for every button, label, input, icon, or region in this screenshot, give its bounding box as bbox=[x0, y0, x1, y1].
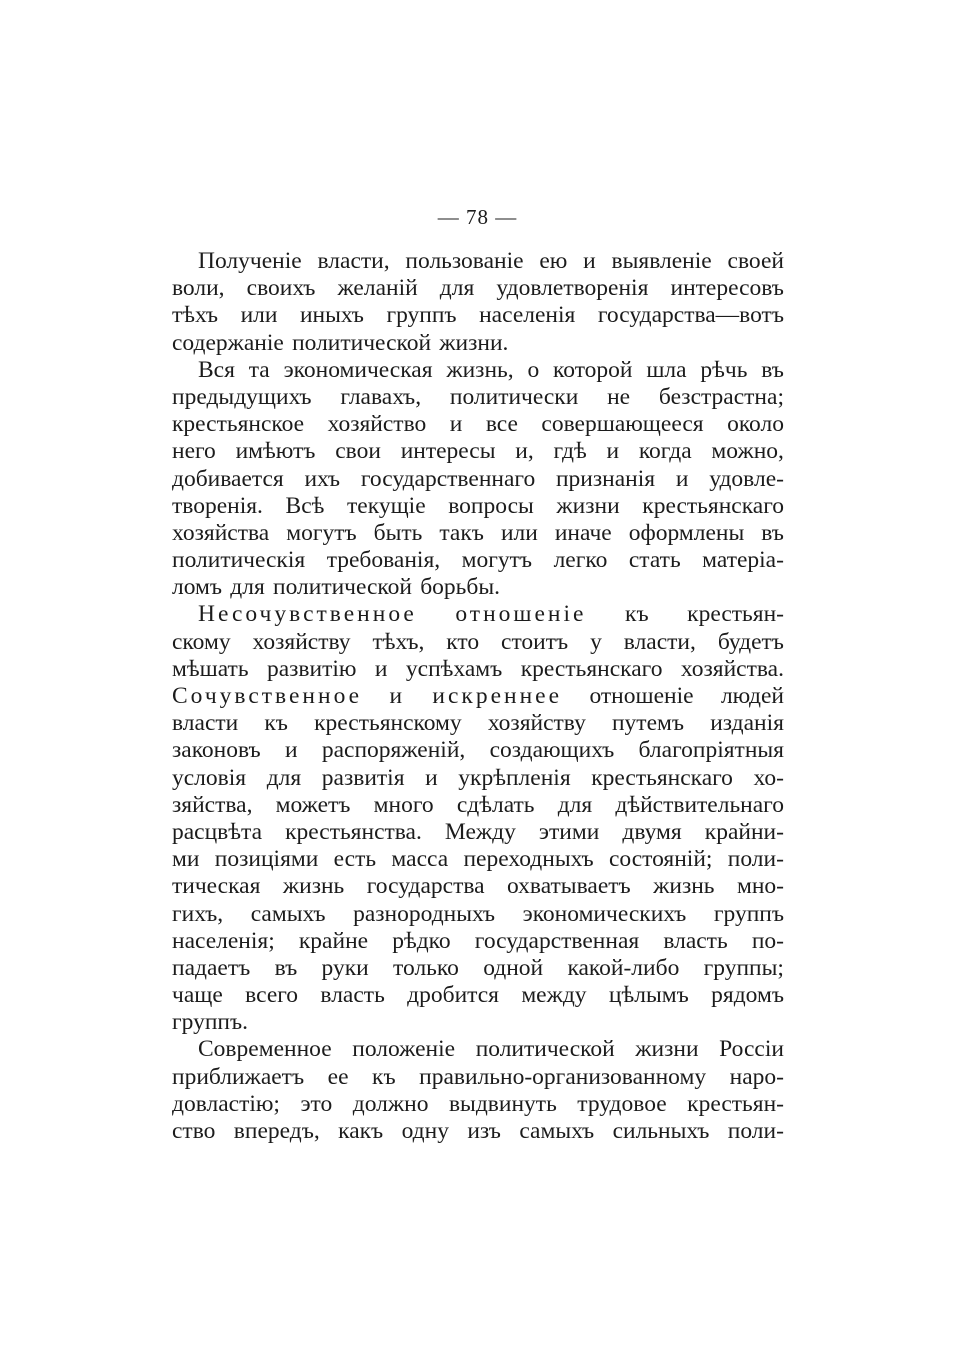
word: удовле- bbox=[709, 465, 784, 492]
word: крестьянскаго bbox=[642, 492, 784, 519]
word: такъ bbox=[439, 519, 484, 546]
word: своихъ bbox=[246, 275, 316, 302]
word: скому bbox=[172, 628, 231, 655]
text-line bbox=[172, 574, 784, 601]
word: тическая bbox=[172, 873, 261, 900]
word: мно- bbox=[736, 873, 784, 900]
word: жизни bbox=[635, 1036, 699, 1063]
text-line bbox=[172, 357, 784, 384]
word: государственнаго bbox=[360, 465, 536, 492]
word: Современное bbox=[198, 1036, 332, 1063]
text-line bbox=[172, 683, 784, 710]
word: наро- bbox=[729, 1063, 784, 1090]
word: политически bbox=[449, 383, 579, 410]
word: жизнь bbox=[282, 873, 345, 900]
text-line bbox=[172, 656, 784, 683]
word: поли- bbox=[727, 846, 784, 873]
word: власти, bbox=[623, 628, 696, 655]
word: въ bbox=[761, 519, 784, 546]
word: матеріа- bbox=[702, 547, 784, 574]
word: удовлетворенія bbox=[496, 275, 649, 302]
word: него bbox=[172, 438, 216, 465]
word: стоитъ bbox=[501, 628, 569, 655]
word: можно, bbox=[711, 438, 784, 465]
text-line bbox=[172, 982, 784, 1009]
word: населенія bbox=[479, 302, 576, 329]
word: ею bbox=[539, 248, 568, 274]
word: главахъ, bbox=[340, 383, 422, 410]
word: ми bbox=[172, 846, 200, 873]
word: руки bbox=[321, 954, 369, 981]
word: хозяйству bbox=[487, 710, 586, 737]
word: добивается bbox=[172, 465, 284, 492]
word: для bbox=[266, 764, 302, 791]
word: мѣшать bbox=[172, 655, 249, 682]
word: которой bbox=[553, 356, 633, 383]
text-line bbox=[172, 248, 784, 275]
word: гдѣ bbox=[553, 438, 587, 465]
word: жизнь bbox=[653, 873, 715, 900]
word: гихъ, bbox=[172, 900, 224, 927]
word: могутъ bbox=[461, 547, 533, 574]
word: къ bbox=[625, 601, 649, 628]
text-line bbox=[172, 330, 784, 357]
word: тѣхъ bbox=[172, 302, 219, 329]
word: вопросы bbox=[448, 492, 534, 519]
word: для bbox=[557, 791, 593, 818]
word: крестьянскому bbox=[314, 710, 462, 737]
word: отношеніе bbox=[455, 601, 587, 628]
text-line bbox=[172, 302, 784, 329]
word: или bbox=[240, 302, 278, 329]
word: признанія bbox=[555, 465, 656, 492]
word: когда bbox=[638, 438, 692, 465]
word: позиціями bbox=[214, 846, 319, 873]
word: развитію bbox=[266, 655, 357, 682]
word: кто bbox=[446, 628, 480, 655]
word: та bbox=[248, 356, 270, 383]
word: создающихъ bbox=[489, 737, 615, 764]
word: всего bbox=[245, 982, 299, 1009]
word: выявленіе bbox=[611, 248, 712, 274]
paragraph-4 bbox=[172, 1036, 784, 1145]
word: переходныхъ bbox=[463, 846, 594, 873]
word: какъ bbox=[338, 1118, 384, 1144]
word: тѣхъ, bbox=[372, 628, 425, 655]
word: будетъ bbox=[717, 628, 784, 655]
text-line bbox=[172, 411, 784, 438]
word: изъ bbox=[467, 1118, 501, 1144]
word: иныхъ bbox=[299, 302, 364, 329]
word: хозяйства. bbox=[680, 655, 784, 682]
word: условія bbox=[172, 764, 247, 791]
text-line bbox=[172, 792, 784, 819]
word: жизни. bbox=[439, 329, 509, 356]
word: борьбы. bbox=[420, 574, 500, 601]
word: между bbox=[521, 982, 587, 1009]
word: двумя bbox=[622, 818, 682, 845]
word: много bbox=[373, 791, 434, 818]
word: или bbox=[500, 519, 538, 546]
word: имѣютъ bbox=[235, 438, 316, 465]
word: стать bbox=[628, 547, 681, 574]
word: у bbox=[590, 628, 602, 655]
word: этими bbox=[538, 818, 600, 845]
word: политической bbox=[292, 329, 432, 356]
word: о bbox=[527, 356, 540, 383]
word: пользованіе bbox=[405, 248, 524, 274]
word: рядомъ bbox=[711, 982, 784, 1009]
body-text bbox=[172, 248, 784, 1145]
word: развитія bbox=[321, 764, 405, 791]
word: довластію; bbox=[172, 1090, 280, 1117]
word: власть bbox=[663, 927, 728, 954]
paragraph-1 bbox=[172, 248, 784, 357]
word: для bbox=[230, 574, 265, 601]
text-line bbox=[172, 601, 784, 628]
word: выдвинуть bbox=[448, 1090, 557, 1117]
word: все bbox=[485, 411, 518, 438]
word: путемъ bbox=[611, 710, 685, 737]
word: и bbox=[606, 438, 620, 465]
word: впередъ, bbox=[233, 1118, 320, 1144]
word: воли, bbox=[172, 275, 225, 302]
text-line bbox=[172, 629, 784, 656]
word: ихъ bbox=[304, 465, 341, 492]
paragraph-3 bbox=[172, 601, 784, 1036]
word: только bbox=[393, 954, 459, 981]
word: сильныхъ bbox=[612, 1118, 710, 1144]
text-line bbox=[172, 737, 784, 764]
word: творенія. bbox=[172, 492, 263, 519]
word: и bbox=[449, 411, 463, 438]
word: состояній; bbox=[608, 846, 713, 873]
word: Между bbox=[444, 818, 516, 845]
word: требованія, bbox=[326, 547, 441, 574]
word: трудовое bbox=[577, 1090, 667, 1117]
word: правильно-организованному bbox=[419, 1063, 707, 1090]
word: власти, bbox=[317, 248, 390, 274]
word: Россіи bbox=[719, 1036, 784, 1063]
word: хо- bbox=[753, 764, 784, 791]
text-line bbox=[172, 873, 784, 900]
word: безстрастна; bbox=[658, 383, 784, 410]
word: предыдущихъ bbox=[172, 383, 312, 410]
word: группъ bbox=[386, 302, 457, 329]
word: должно bbox=[352, 1090, 429, 1117]
text-line bbox=[172, 438, 784, 465]
word: крестьян- bbox=[687, 601, 784, 628]
word: жизни bbox=[556, 492, 620, 519]
word: политической bbox=[475, 1036, 615, 1063]
word: не bbox=[607, 383, 631, 410]
word: расцвѣта bbox=[172, 818, 263, 845]
word: могутъ bbox=[286, 519, 357, 546]
word: группъ. bbox=[172, 1009, 249, 1036]
word: въ bbox=[761, 356, 784, 383]
word: крестьянскаго bbox=[591, 764, 733, 791]
word: есть bbox=[333, 846, 377, 873]
text-line bbox=[172, 1009, 784, 1036]
text-line bbox=[172, 710, 784, 737]
word: совершающееся bbox=[541, 411, 704, 438]
word: разнородныхъ bbox=[353, 900, 496, 927]
word: крайне bbox=[298, 927, 369, 954]
word: крайни- bbox=[704, 818, 784, 845]
word: власти bbox=[172, 710, 239, 737]
word: и bbox=[675, 465, 689, 492]
word: легко bbox=[553, 547, 608, 574]
word: хозяйству bbox=[252, 628, 351, 655]
word: рѣдко bbox=[392, 927, 451, 954]
word: Всѣ bbox=[285, 492, 325, 519]
page-number: — 78 — bbox=[437, 205, 518, 229]
text-line bbox=[172, 520, 784, 547]
word: государства bbox=[366, 873, 485, 900]
word: приближаетъ bbox=[172, 1063, 305, 1090]
word: крестьянскаго bbox=[520, 655, 663, 682]
word: интересы bbox=[400, 438, 496, 465]
word: Сочувственное bbox=[172, 683, 363, 709]
text-line bbox=[172, 493, 784, 520]
word: и bbox=[284, 737, 298, 764]
word: группъ bbox=[713, 900, 784, 927]
word: политическія bbox=[172, 547, 306, 574]
word: сдѣлать bbox=[456, 791, 535, 818]
word: государства—вотъ bbox=[597, 302, 784, 329]
text-line bbox=[172, 1064, 784, 1091]
word: искреннее bbox=[432, 683, 563, 709]
word: свои bbox=[335, 438, 381, 465]
word: падаетъ bbox=[172, 954, 251, 981]
text-line bbox=[172, 1118, 784, 1145]
word: къ bbox=[264, 710, 288, 737]
text-line bbox=[172, 955, 784, 982]
text-line bbox=[172, 384, 784, 411]
word: цѣлымъ bbox=[608, 982, 689, 1009]
word: своей bbox=[727, 248, 784, 274]
word: политической bbox=[273, 574, 412, 601]
word: успѣхамъ bbox=[405, 655, 503, 682]
word: хозяйство bbox=[327, 411, 427, 438]
word: можетъ bbox=[275, 791, 351, 818]
word: по- bbox=[751, 927, 784, 954]
word: одной bbox=[483, 954, 544, 981]
word: оформлены bbox=[628, 519, 745, 546]
word: какой-либо bbox=[567, 954, 680, 981]
word: группы; bbox=[703, 954, 784, 981]
word: крестьянства. bbox=[285, 818, 422, 845]
text-line bbox=[172, 846, 784, 873]
word: масса bbox=[391, 846, 449, 873]
word: экономическихъ bbox=[522, 900, 687, 927]
word: интересовъ bbox=[670, 275, 784, 302]
word: и bbox=[374, 655, 388, 682]
text-line bbox=[172, 1036, 784, 1063]
word: распоряженій, bbox=[321, 737, 466, 764]
word: охватываетъ bbox=[507, 873, 631, 900]
word: самыхъ bbox=[519, 1118, 595, 1144]
word: дѣйствительнаго bbox=[615, 791, 784, 818]
word: населенія; bbox=[172, 927, 275, 954]
word: содержаніе bbox=[172, 329, 284, 356]
word: чаще bbox=[172, 982, 223, 1009]
word: быть bbox=[373, 519, 423, 546]
word: и, bbox=[515, 438, 534, 465]
word: хозяйства bbox=[172, 519, 270, 546]
text-line bbox=[172, 466, 784, 493]
text-line bbox=[172, 928, 784, 955]
word: ство bbox=[172, 1118, 216, 1144]
word: государственная bbox=[474, 927, 640, 954]
word: поли- bbox=[727, 1118, 784, 1144]
word: для bbox=[439, 275, 475, 302]
word: иначе bbox=[554, 519, 612, 546]
word: Полученіе bbox=[198, 248, 302, 274]
word: одну bbox=[401, 1118, 449, 1144]
word: самыхъ bbox=[250, 900, 326, 927]
word: это bbox=[300, 1090, 333, 1117]
word: Несочувственное bbox=[198, 601, 417, 628]
text-line bbox=[172, 547, 784, 574]
word: укрѣпленія bbox=[458, 764, 571, 791]
word: въ bbox=[274, 954, 298, 981]
word: желаній bbox=[337, 275, 418, 302]
word: изданія bbox=[710, 710, 784, 737]
word: и bbox=[425, 764, 438, 791]
word: текущіе bbox=[347, 492, 426, 519]
word: людей bbox=[720, 683, 784, 709]
word: около bbox=[727, 411, 784, 438]
word: положеніе bbox=[352, 1036, 456, 1063]
word: шла bbox=[646, 356, 687, 383]
paragraph-2 bbox=[172, 357, 784, 602]
word: власть bbox=[320, 982, 385, 1009]
word: и bbox=[583, 248, 596, 274]
text-line bbox=[172, 1091, 784, 1118]
word: рѣчь bbox=[700, 356, 748, 383]
word: экономическая bbox=[283, 356, 433, 383]
word: крестьян- bbox=[687, 1090, 784, 1117]
word: благопріятныя bbox=[638, 737, 784, 764]
word: зяйства, bbox=[172, 791, 253, 818]
word: ломъ bbox=[172, 574, 223, 601]
word: жизнь, bbox=[446, 356, 514, 383]
word: къ bbox=[372, 1063, 396, 1090]
word: крестьянское bbox=[172, 411, 305, 438]
text-line bbox=[172, 901, 784, 928]
word: и bbox=[389, 683, 406, 709]
text-line bbox=[172, 275, 784, 302]
text-line bbox=[172, 765, 784, 792]
word: дробится bbox=[407, 982, 499, 1009]
word: отношеніе bbox=[589, 683, 694, 709]
word: ее bbox=[327, 1063, 349, 1090]
word: Вся bbox=[198, 356, 235, 383]
word: законовъ bbox=[172, 737, 261, 764]
text-line bbox=[172, 819, 784, 846]
